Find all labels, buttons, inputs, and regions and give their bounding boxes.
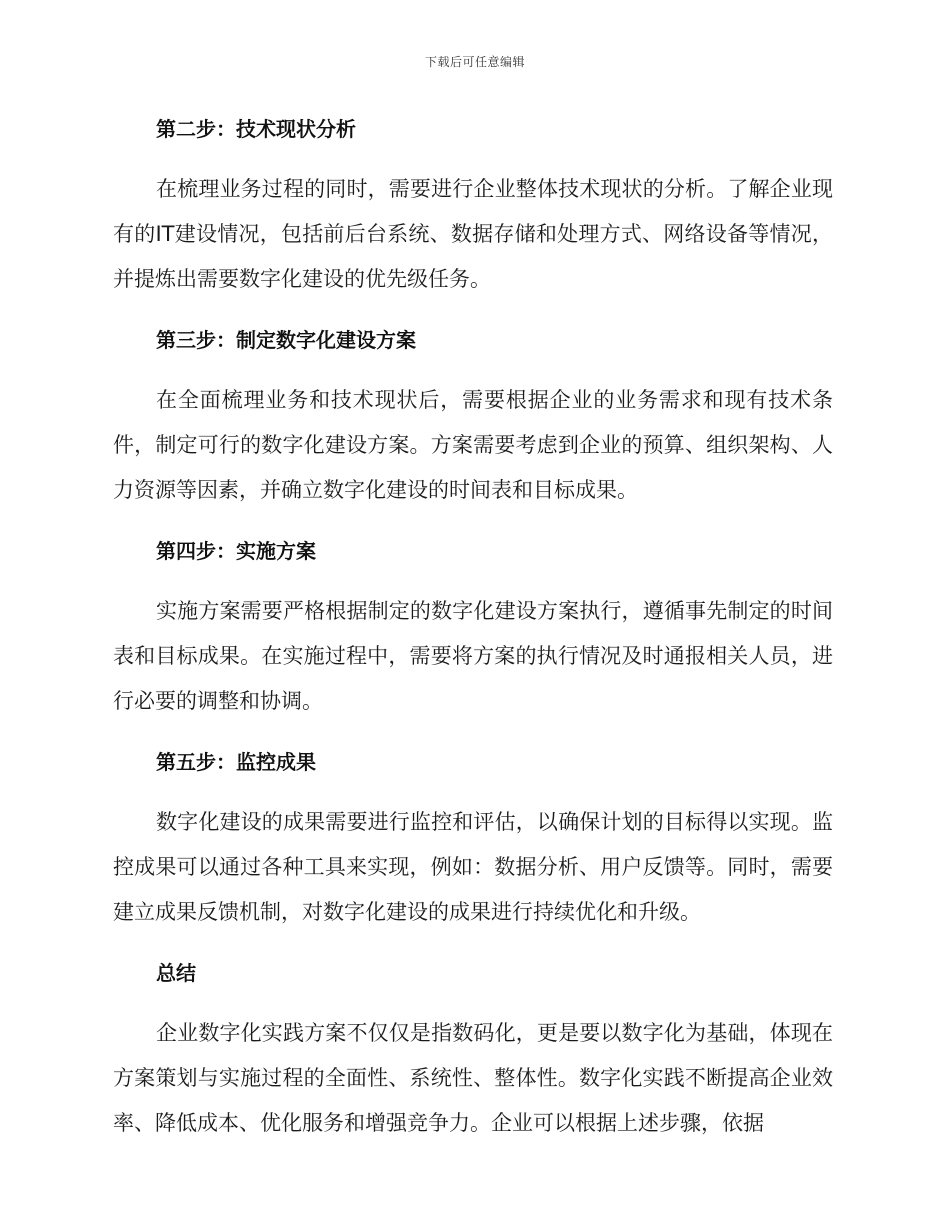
section-heading-step-3: 第三步：制定数字化建设方案 — [156, 328, 416, 352]
page-header: 下载后可任意编辑 — [424, 55, 525, 69]
section-paragraph-summary: 企业数字化实践方案不仅仅是指数码化，更是要以数字化为基础，体现在方案策划与实施过程的全面性、系统性、整体性。数字化实践不断提高企业效率、降低成本、优化服务和增强竞争力。企业可以根据上述步骤，依据 — [113, 1021, 833, 1135]
section-paragraph-step-3: 在全面梳理业务和技术现状后，需要根据企业的业务需求和现有技术条件，制定可行的数字化建设方案。方案需要考虑到企业的预算、组织架构、人力资源等因素，并确立数字化建设的时间表和目标成果。 — [113, 388, 833, 502]
section-paragraph-step-2: 在梳理业务过程的同时，需要进行企业整体技术现状的分析。了解企业现有的IT建设情况，包括前后台系统、数据存储和处理方式、网络设备等情况，并提炼出需要数字化建设的优先级任务。 — [113, 177, 833, 291]
section-heading-step-5: 第五步：监控成果 — [156, 750, 316, 774]
section-paragraph-step-5: 数字化建设的成果需要进行监控和评估，以确保计划的目标得以实现。监控成果可以通过各种工具来实现，例如：数据分析、用户反馈等。同时，需要建立成果反馈机制，对数字化建设的成果进行持续优化和升级。 — [113, 810, 833, 924]
document-body — [113, 113, 833, 1146]
section-paragraph-step-4: 实施方案需要严格根据制定的数字化建设方案执行，遵循事先制定的时间表和目标成果。在实施过程中，需要将方案的执行情况及时通报相关人员，进行必要的调整和协调。 — [113, 599, 833, 713]
section-heading-summary: 总结 — [156, 961, 196, 985]
section-heading-step-4: 第四步：实施方案 — [156, 539, 316, 563]
section-heading-step-2: 第二步：技术现状分析 — [156, 117, 356, 141]
